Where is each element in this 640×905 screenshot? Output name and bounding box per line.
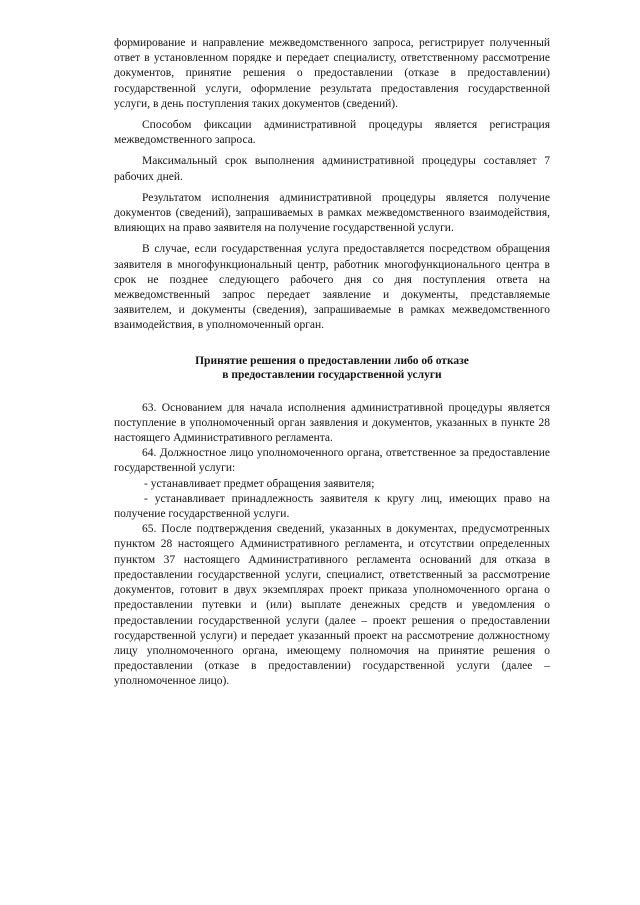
section-heading-line-2: в предоставлении государственной услуги [222,369,442,382]
paragraph-mfc-case: В случае, если государственная услуга предоставляется посредством обращения заявителя в многофункциональный центр, работник многофункционального центра в срок не позднее следующего рабочего дня со дня поступления ответа на межведомственный запрос передает заявление и документы, представляемые заявителем, и документы (сведения), запрашиваемые в рамках межведомственного взаимодействия, в уполномоченный орган. [114,243,550,332]
list-item-subject: - устанавливает предмет обращения заявителя; [144,477,375,490]
paragraph-fixation-method: Способом фиксации административной процедуры является регистрация межведомственного запроса. [114,119,550,147]
paragraph-max-duration: Максимальный срок выполнения административной процедуры составляет 7 рабочих дней. [114,155,550,183]
paragraph-continuation: формирование и направление межведомственного запроса, регистрирует полученный ответ в установленном порядке и передает специалисту, ответственному рассмотрение документов, принятие решения о предоставлении (отказе в предоставлении) государственной услуги, оформление результата предоставления государственной услуги, в день поступления таких документов (сведений). [114,37,550,110]
paragraph-result: Результатом исполнения административной процедуры является получение документов (сведений), запрашиваемых в рамках межведомственного взаимодействия, влияющих на право заявителя на получение государственной услуги. [114,191,550,235]
document-body [114,36,550,690]
paragraph-65: 65. После подтверждения сведений, указанных в документах, предусмотренных пунктом 28 настоящего Административного регламента, и отсутствии определенных пунктом 37 настоящего Административного регламента оснований для отказа в предоставлении государственной услуги, специалист, ответственный за рассмотрение документов, готовит в двух экземплярах проект приказа уполномоченного органа о предоставлении путевки и (или) выплате денежных средств и уведомления о предоставлении государственной услуги (далее – проект решения о предоставлении государственной услуги) и передает указанный проект на рассмотрение должностному лицу уполномоченного органа, имеющему полномочия на принятие решения о предоставлении (отказе в предоставлении) государственной услуги (далее – уполномоченное лицо). [114,523,550,688]
paragraph-64: 64. Должностное лицо уполномоченного органа, ответственное за предоставление государственной услуги: [114,447,550,475]
list-item-eligibility: - устанавливает принадлежность заявителя к кругу лиц, имеющих право на получение государственной услуги. [114,492,550,521]
paragraph-63: 63. Основанием для начала исполнения административной процедуры является поступление в уполномоченный орган заявления и документов, указанных в пункте 28 настоящего Административного регламента. [114,401,550,445]
section-heading-line-1: Принятие решения о предоставлении либо об отказе [195,354,469,367]
section-heading [114,354,550,383]
